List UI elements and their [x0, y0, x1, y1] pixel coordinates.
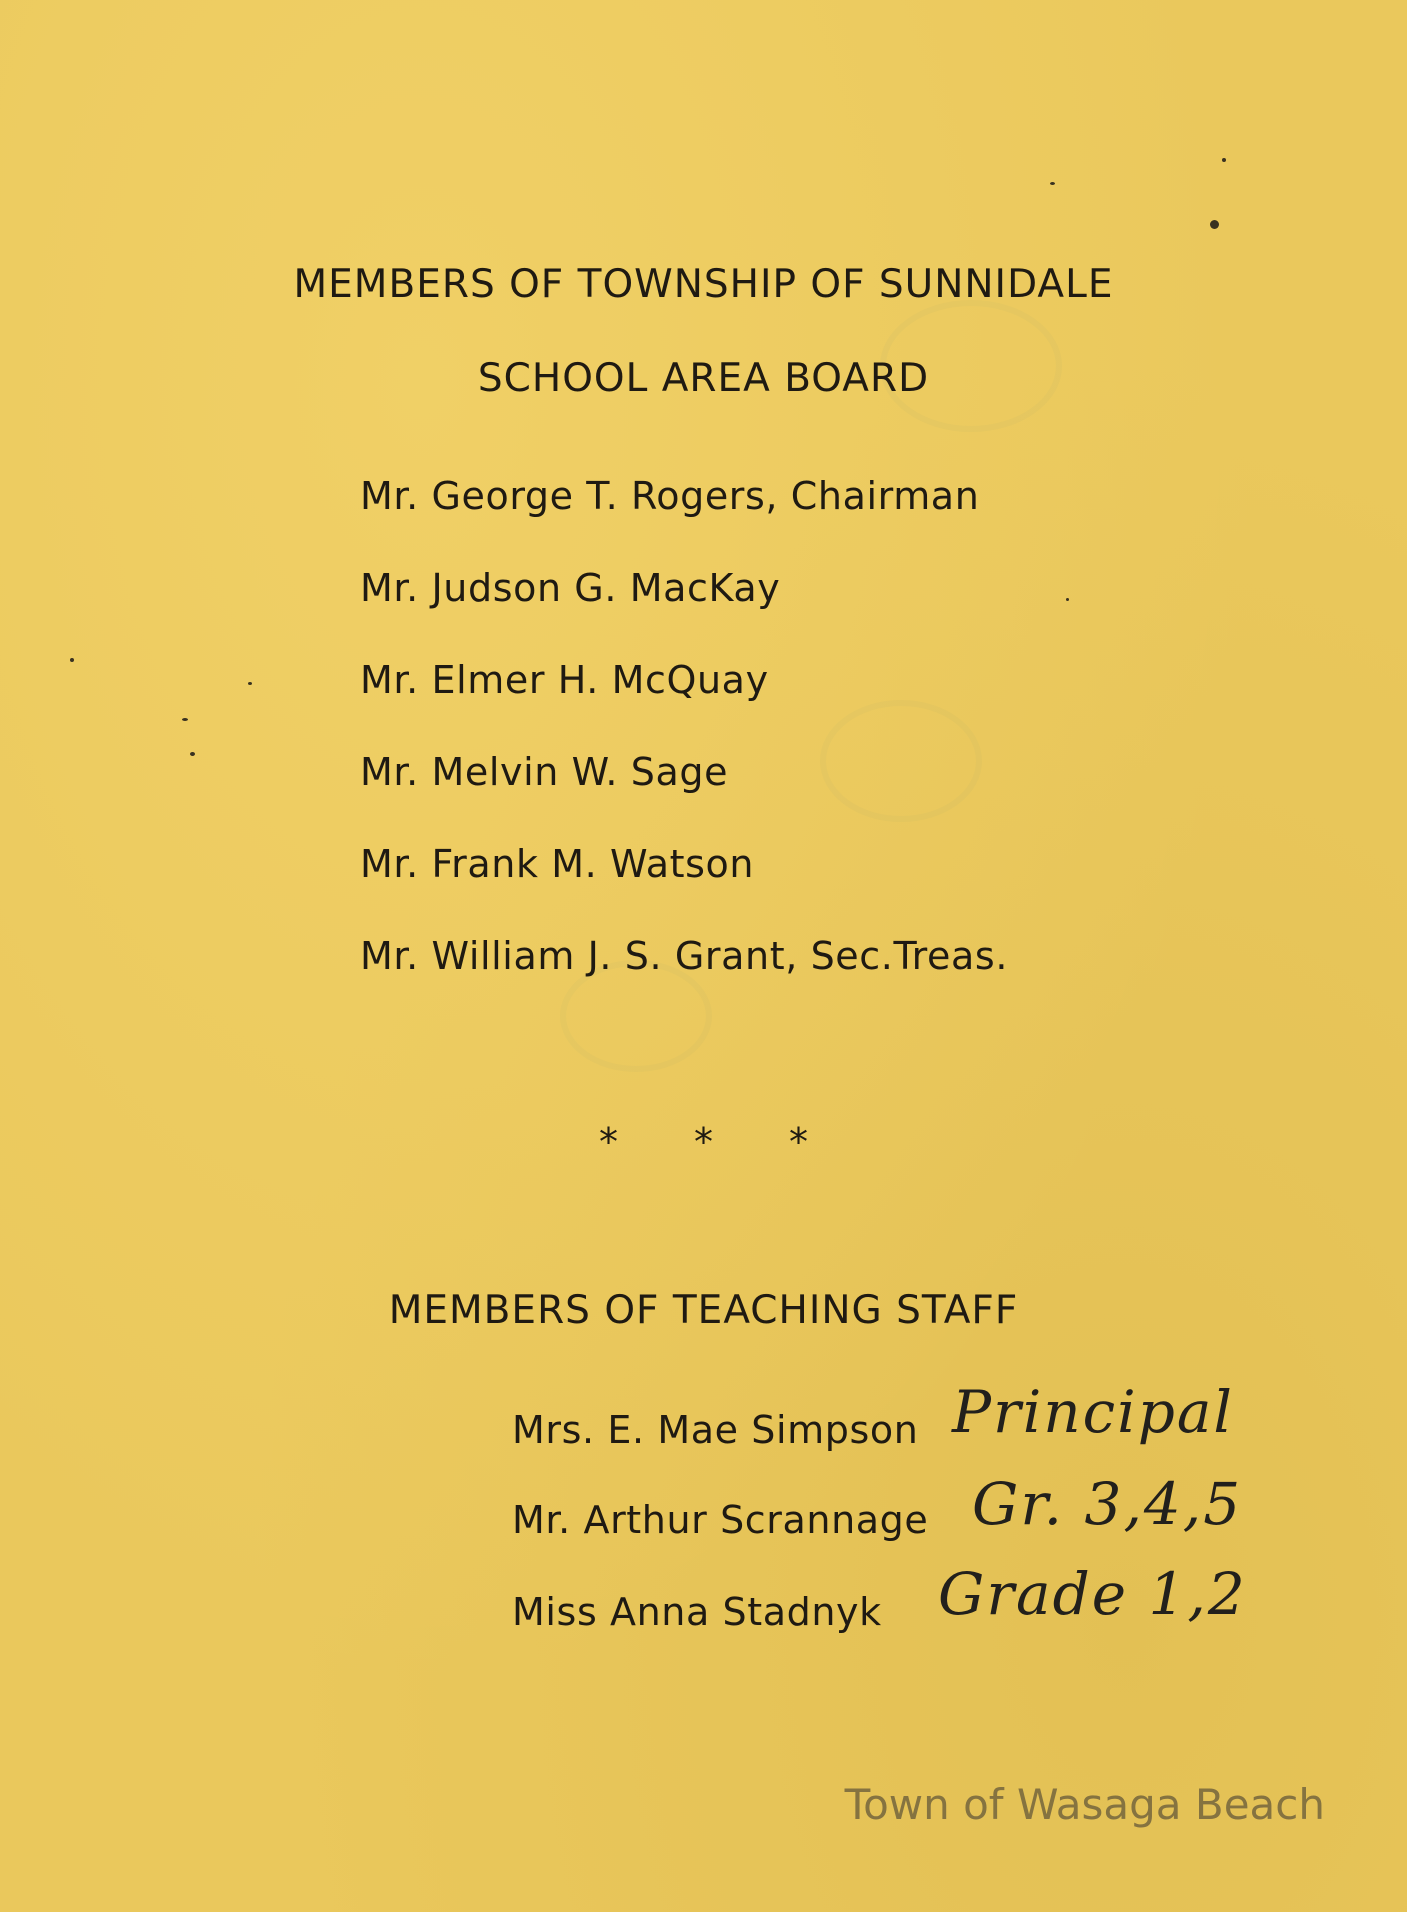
board-member: Mr. Judson G. MacKay [360, 566, 781, 610]
board-member: Mr. George T. Rogers, Chairman [360, 474, 980, 518]
board-heading-line2: SCHOOL AREA BOARD [477, 356, 930, 401]
board-member: Mr. Frank M. Watson [360, 842, 755, 886]
paper-speck [1066, 598, 1069, 601]
staff-heading: MEMBERS OF TEACHING STAFF [388, 1288, 1019, 1333]
show-through-mark [820, 700, 982, 822]
staff-member-name: Mr. Arthur Scrannage [512, 1498, 929, 1542]
watermark: Town of Wasaga Beach [844, 1780, 1325, 1829]
asterisk: * [599, 1120, 618, 1164]
asterisk-separator [0, 1120, 1407, 1164]
asterisk: * [789, 1120, 808, 1164]
paper-speck [190, 752, 195, 756]
paper-speck [182, 718, 188, 721]
board-member: Mr. Elmer H. McQuay [360, 658, 769, 702]
handwritten-role-note: Gr. 3,4,5 [972, 1470, 1243, 1538]
paper-speck [1222, 158, 1226, 162]
board-member: Mr. Melvin W. Sage [360, 750, 729, 794]
staff-member-name: Miss Anna Stadnyk [512, 1590, 882, 1634]
paper-speck [1050, 182, 1055, 185]
asterisk: * [694, 1120, 713, 1164]
paper-speck [70, 658, 74, 662]
staff-member-name: Mrs. E. Mae Simpson [512, 1408, 919, 1452]
paper-speck [248, 682, 252, 685]
paper-speck [1210, 220, 1219, 229]
board-member: Mr. William J. S. Grant, Sec.Treas. [360, 934, 1008, 978]
board-heading-line1: MEMBERS OF TOWNSHIP OF SUNNIDALE [293, 262, 1114, 307]
handwritten-role-note: Grade 1,2 [938, 1560, 1247, 1628]
handwritten-role-note: Principal [952, 1378, 1234, 1446]
